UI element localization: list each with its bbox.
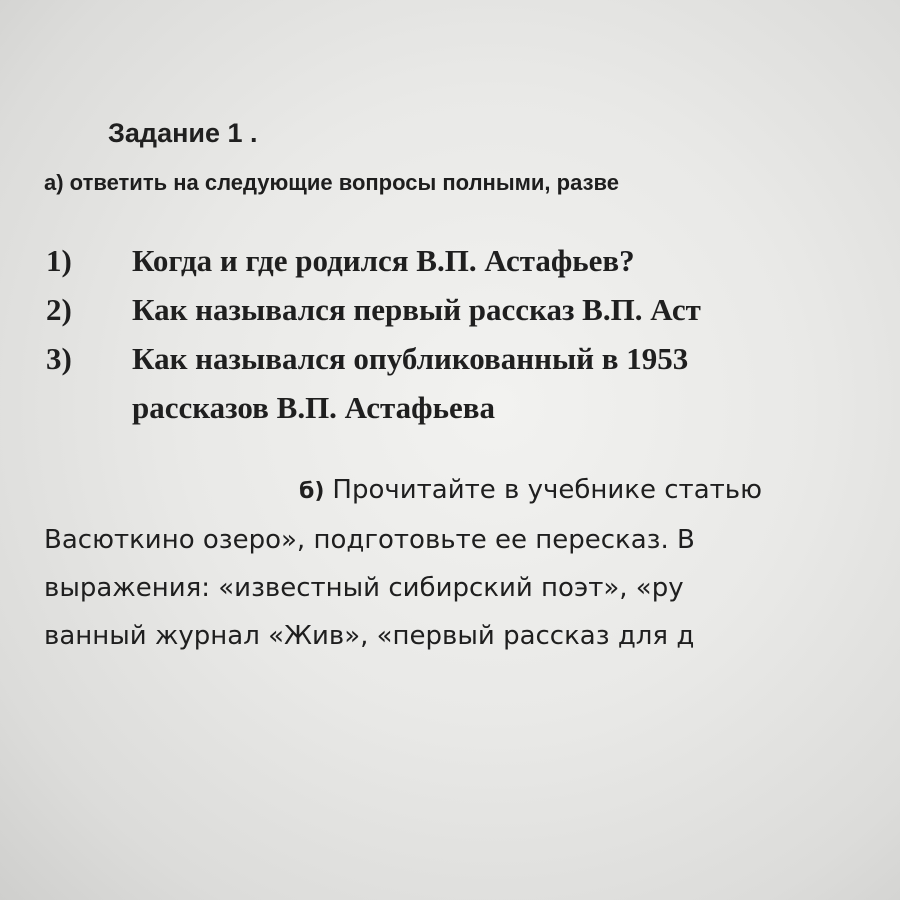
question-item bbox=[44, 285, 900, 334]
question-number: 3) bbox=[46, 341, 72, 376]
paragraph-line bbox=[44, 466, 900, 516]
part-b-label: б) bbox=[299, 479, 325, 504]
paragraph-text: Прочитайте в учебнике статью bbox=[332, 475, 762, 505]
question-item bbox=[44, 334, 900, 432]
question-text-continuation: рассказов В.П. Астафьева bbox=[132, 390, 496, 425]
paragraph-line: Васюткино озеро», подготовьте ее пересказ. В bbox=[44, 525, 695, 555]
task-subtitle: а) ответить на следующие вопросы полными, разве bbox=[44, 170, 619, 195]
paragraph-line: выражения: «известный сибирский поэт», «ру bbox=[44, 573, 684, 603]
paragraph-line: ванный журнал «Жив», «первый рассказ для д bbox=[44, 621, 695, 651]
question-text: Как назывался опубликованный в 1953 bbox=[132, 341, 689, 376]
question-text: Когда и где родился В.П. Астафьев? bbox=[132, 243, 635, 278]
question-number: 2) bbox=[46, 292, 72, 327]
question-item bbox=[44, 236, 900, 285]
part-b-paragraph bbox=[44, 466, 900, 660]
question-number: 1) bbox=[46, 243, 72, 278]
question-text: Как назывался первый рассказ В.П. Аст bbox=[132, 292, 701, 327]
task-title: Задание 1 . bbox=[108, 118, 258, 148]
question-list bbox=[44, 236, 900, 432]
